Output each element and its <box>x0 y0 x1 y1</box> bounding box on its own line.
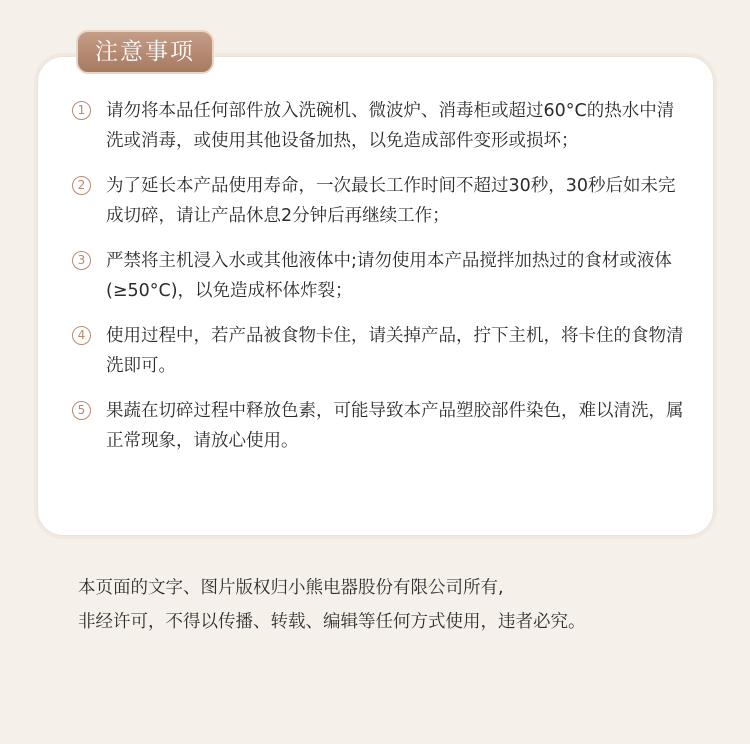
copyright-line-1: 本页面的文字、图片版权归小熊电器股份有限公司所有, <box>78 578 504 598</box>
notice-text-3: 严禁将主机浸入水或其他液体中;请勿使用本产品搅拌加热过的食材或液体(≥50°C)，以免造成杯体炸裂； <box>106 251 672 301</box>
notice-item-5 <box>72 396 690 456</box>
notice-item-2 <box>72 171 690 231</box>
section-title: 注意事项 <box>95 39 195 65</box>
circled-number-2: 2 <box>72 176 91 195</box>
notice-text-2: 为了延长本产品使用寿命，一次最长工作时间不超过30秒，30秒后如未完成切碎，请让产品休息2分钟后再继续工作； <box>106 176 676 226</box>
section-title-badge <box>76 30 214 74</box>
notice-list <box>72 96 690 456</box>
notice-item-4 <box>72 321 690 381</box>
notice-text-5: 果蔬在切碎过程中释放色素，可能导致本产品塑胶部件染色，难以清洗，属正常现象，请放心使用。 <box>106 401 684 451</box>
circled-number-3: 3 <box>72 251 91 270</box>
copyright-line-2: 非经许可，不得以传播、转载、编辑等任何方式使用，违者必究。 <box>78 612 586 632</box>
circled-number-1: 1 <box>72 101 91 120</box>
notice-item-1 <box>72 96 690 156</box>
circled-number-4: 4 <box>72 326 91 345</box>
circled-number-5: 5 <box>72 401 91 420</box>
copyright-notice <box>78 571 718 639</box>
notice-text-4: 使用过程中，若产品被食物卡住，请关掉产品，拧下主机，将卡住的食物清洗即可。 <box>106 326 684 376</box>
notice-item-3 <box>72 246 690 306</box>
notice-text-1: 请勿将本品任何部件放入洗碗机、微波炉、消毒柜或超过60°C的热水中清洗或消毒，或使用其他设备加热，以免造成部件变形或损坏； <box>106 101 675 151</box>
